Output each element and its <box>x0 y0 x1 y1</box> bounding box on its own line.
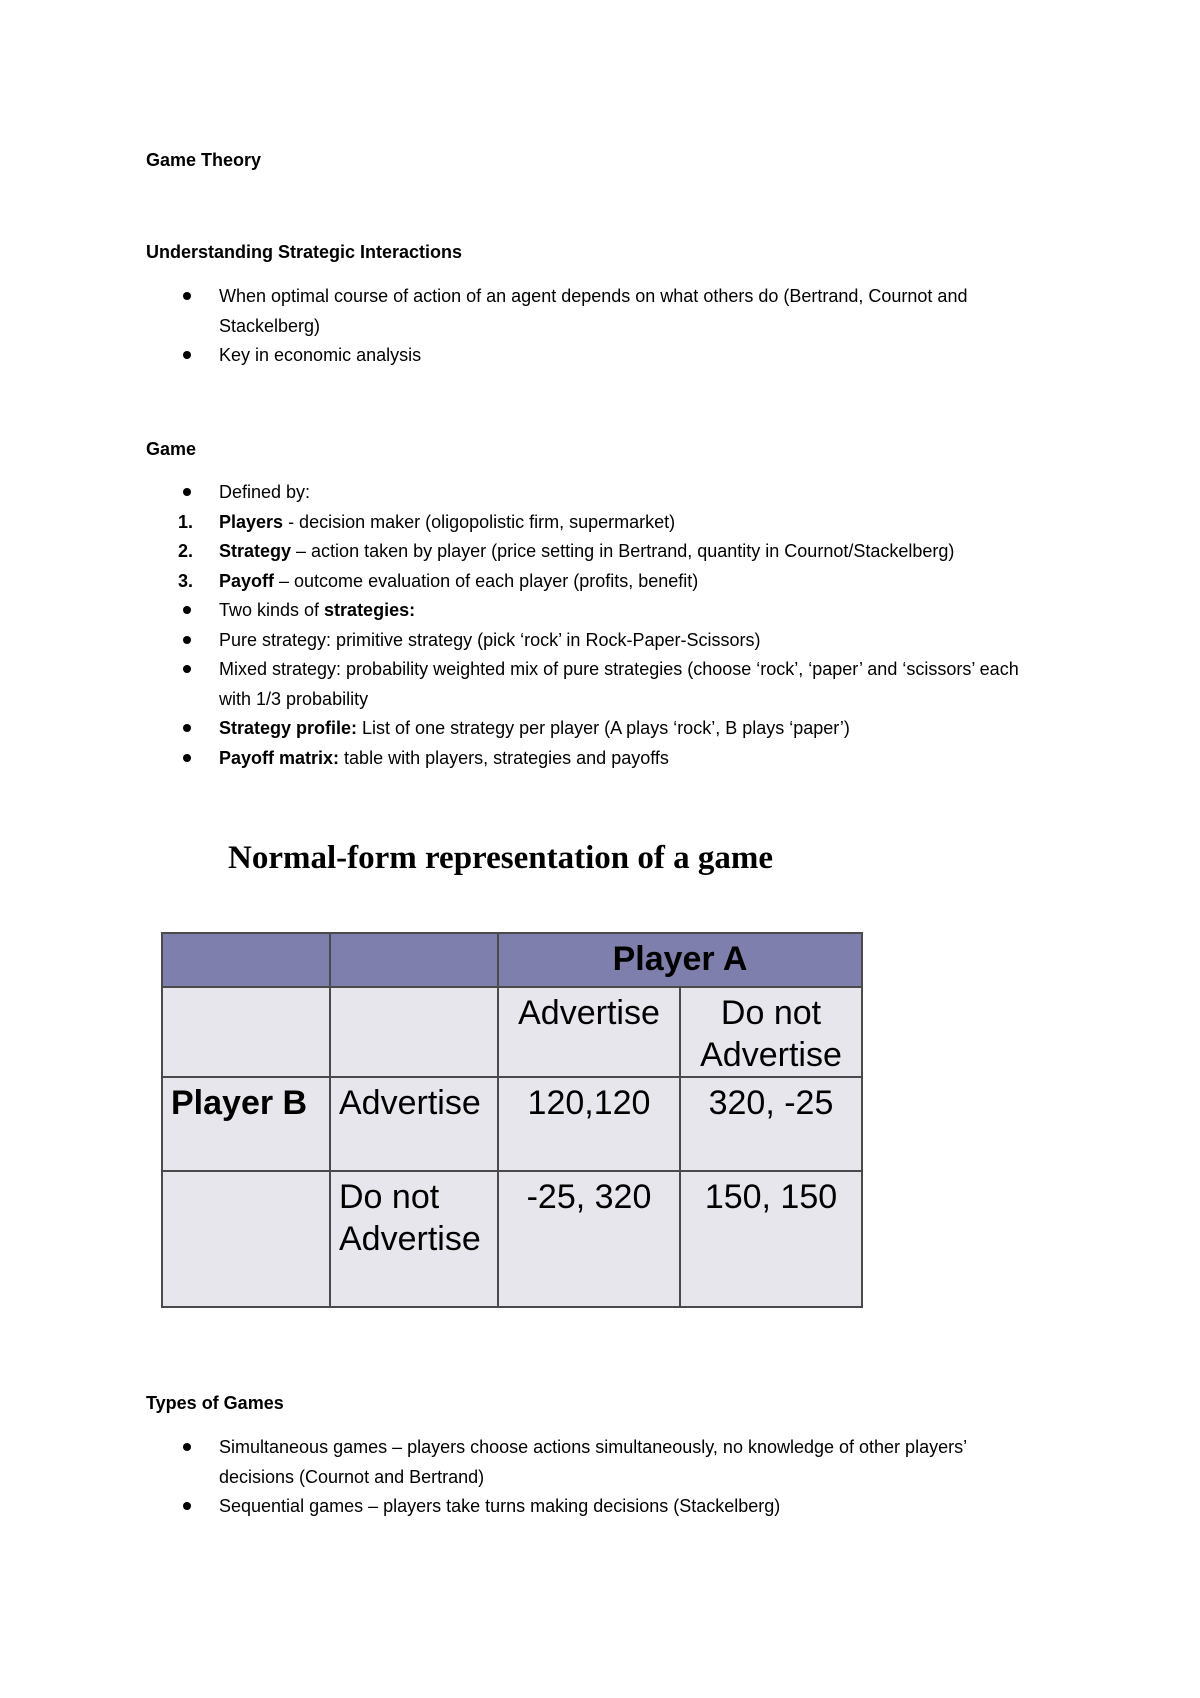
table-row <box>162 987 862 1077</box>
bullet-icon <box>183 292 191 300</box>
bullet-icon <box>183 724 191 732</box>
bullet-icon <box>183 488 191 496</box>
numbered-item: 2. Strategy – action taken by player (price setting in Bertrand, quantity in Cournot/Stackelberg) <box>178 541 955 561</box>
section-heading-game: Game <box>146 439 197 459</box>
payoff-matrix-table <box>161 932 863 1308</box>
figure-title: Normal-form representation of a game <box>228 840 773 876</box>
payoff-cell: 120,120 <box>498 1077 680 1171</box>
game-list <box>146 478 1086 773</box>
section-heading-types-of-games: Types of Games <box>146 1393 284 1413</box>
player-a-header: Player A <box>498 933 862 987</box>
list-item: Sequential games – players take turns making decisions (Stackelberg) <box>146 1492 1026 1522</box>
payoff-cell: 320, -25 <box>680 1077 862 1171</box>
player-b-label: Player B <box>162 1077 330 1171</box>
bullet-icon <box>183 351 191 359</box>
col-header-advertise: Advertise <box>498 987 680 1077</box>
table-row <box>162 1077 862 1171</box>
list-item: Key in economic analysis <box>146 341 1046 371</box>
bullet-icon <box>183 665 191 673</box>
bullet-icon <box>183 636 191 644</box>
row-header-not-advertise: Do not Advertise <box>330 1171 498 1307</box>
table-row <box>162 1171 862 1307</box>
list-item: Pure strategy: primitive strategy (pick ‘rock’ in Rock-Paper-Scissors) <box>146 626 1086 656</box>
payoff-cell: -25, 320 <box>498 1171 680 1307</box>
col-header-not-advertise: Do not Advertise <box>680 987 862 1077</box>
row-header-advertise: Advertise <box>330 1077 498 1171</box>
list-item: Mixed strategy: probability weighted mix of pure strategies (choose ‘rock’, ‘paper’ and ‘scissors’ each with 1/3 probability <box>146 655 1086 714</box>
table-row <box>162 933 862 987</box>
bullet-icon <box>183 754 191 762</box>
bullet-icon <box>183 1443 191 1451</box>
list-item: When optimal course of action of an agent depends on what others do (Bertrand, Cournot and Stackelberg) <box>146 282 1046 341</box>
types-of-games-list <box>146 1433 1026 1522</box>
strategic-interactions-list <box>146 282 1046 371</box>
payoff-cell: 150, 150 <box>680 1171 862 1307</box>
list-item: Strategy profile: List of one strategy per player (A plays ‘rock’, B plays ‘paper’) <box>146 714 1086 744</box>
numbered-item: 1. Players - decision maker (oligopolistic firm, supermarket) <box>178 511 676 532</box>
bullet-icon <box>183 1502 191 1510</box>
list-item: Defined by: <box>146 478 1086 508</box>
list-item: Two kinds of strategies: <box>146 596 1086 626</box>
list-item: Payoff matrix: table with players, strategies and payoffs <box>146 744 1086 774</box>
numbered-item: 3. Payoff – outcome evaluation of each player (profits, benefit) <box>178 570 699 591</box>
document-title: Game Theory <box>146 150 262 170</box>
list-item: Simultaneous games – players choose actions simultaneously, no knowledge of other players’ decisions (Cournot and Bertrand) <box>146 1433 1026 1492</box>
section-heading-strategic-interactions: Understanding Strategic Interactions <box>146 242 463 262</box>
bullet-icon <box>183 606 191 614</box>
